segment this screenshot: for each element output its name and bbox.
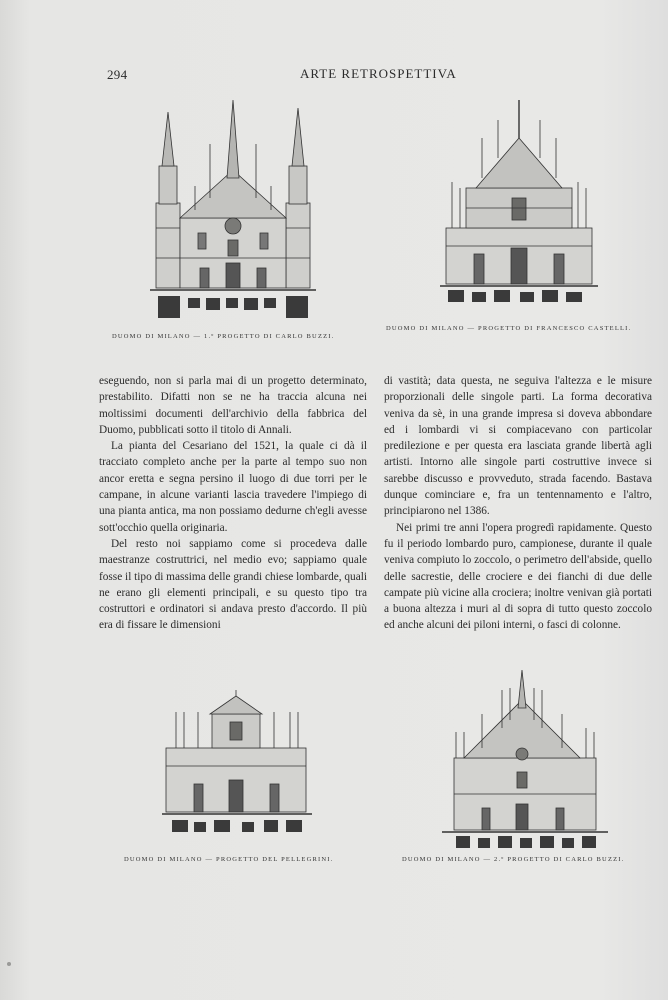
cathedral-drawing-spires [442, 668, 608, 854]
paper-speck [7, 962, 11, 966]
figure-caption: DUOMO DI MILANO — 2.º PROGETTO DI CARLO BUZZI. [402, 856, 625, 863]
paragraph: Nei primi tre anni l'opera progredì rapidamente. Questo fu il periodo lombardo puro, campionese, durante il quale veniva compiuto lo zoccolo, o perimetro dell'abside, quello delle sacrestie, delle crociere e dei fianchi di due delle campate più vicine alla crociera; inoltre venivan già portati a buona altezza i muri al di sopra di tutto questo zoccolo ed anche alcuni dei piloni interni, o fasci di colonne. [384, 521, 652, 632]
text-column-right [384, 373, 652, 634]
figure-caption: DUOMO DI MILANO — PROGETTO DI FRANCESCO CASTELLI. [386, 325, 632, 332]
cathedral-drawing-castelli [436, 98, 602, 318]
page-number: 294 [107, 67, 128, 82]
running-title: ARTE RETROSPETTIVA [300, 66, 457, 81]
figure-buzzi-second-project [442, 668, 608, 854]
figure-castelli-project [436, 98, 602, 318]
figure-buzzi-first-project [148, 98, 318, 328]
paragraph: eseguendo, non si parla mai di un progetto determinato, prestabilito. Difatti non se ne ha traccia alcuna nei moltissimi documenti dell'archivio della fabbrica del Duomo, pubblicati sotto il titolo di Annali. [99, 375, 367, 436]
figure-caption: DUOMO DI MILANO — 1.º PROGETTO DI CARLO BUZZI. [112, 333, 335, 340]
figure-pellegrini-project [160, 690, 316, 840]
paragraph: di vastità; data questa, ne seguiva l'altezza e le misure proporzionali delle singole parti. La forma decorativa veniva da sè, in una grande impresa si doveva abbondare ed i lombardi vi si compiacevano con particolar predilezione e per questa era lasciata grande libertà agli artisti. Intorno alle singole parti costruttive invece si sarebbe discusso e provveduto, strada facendo. Bastava dunque cominciare e, fra un tentennamento e l'altro, principiarono nel 1386. [384, 375, 652, 518]
cathedral-drawing-towers [148, 98, 318, 328]
cathedral-drawing-pellegrini [160, 690, 316, 840]
figure-caption: DUOMO DI MILANO — PROGETTO DEL PELLEGRINI. [124, 856, 334, 863]
text-column-left [99, 373, 367, 634]
paragraph: Del resto noi sappiamo come si procedeva dalle maestranze costruttrici, nel medio evo; sappiamo quale fosse il tipo di massima delle grandi chiese lombarde, quali ne erano gli elementi principali, e su questo tipo tra costruttori e ordinatori si andava presto d'accordo. Il più era di fissare le dimensioni [99, 537, 367, 632]
paragraph: La pianta del Cesariano del 1521, la quale ci dà il tracciato completo anche per la parte al tempo suo non ancor eretta e segna persino il luogo di due torri per le campane, in alcune varianti lascia travedere l'impiego di una pianta antica, ma non possiamo dedurne ch'egli avesse sott'occhio quella originaria. [99, 440, 367, 534]
